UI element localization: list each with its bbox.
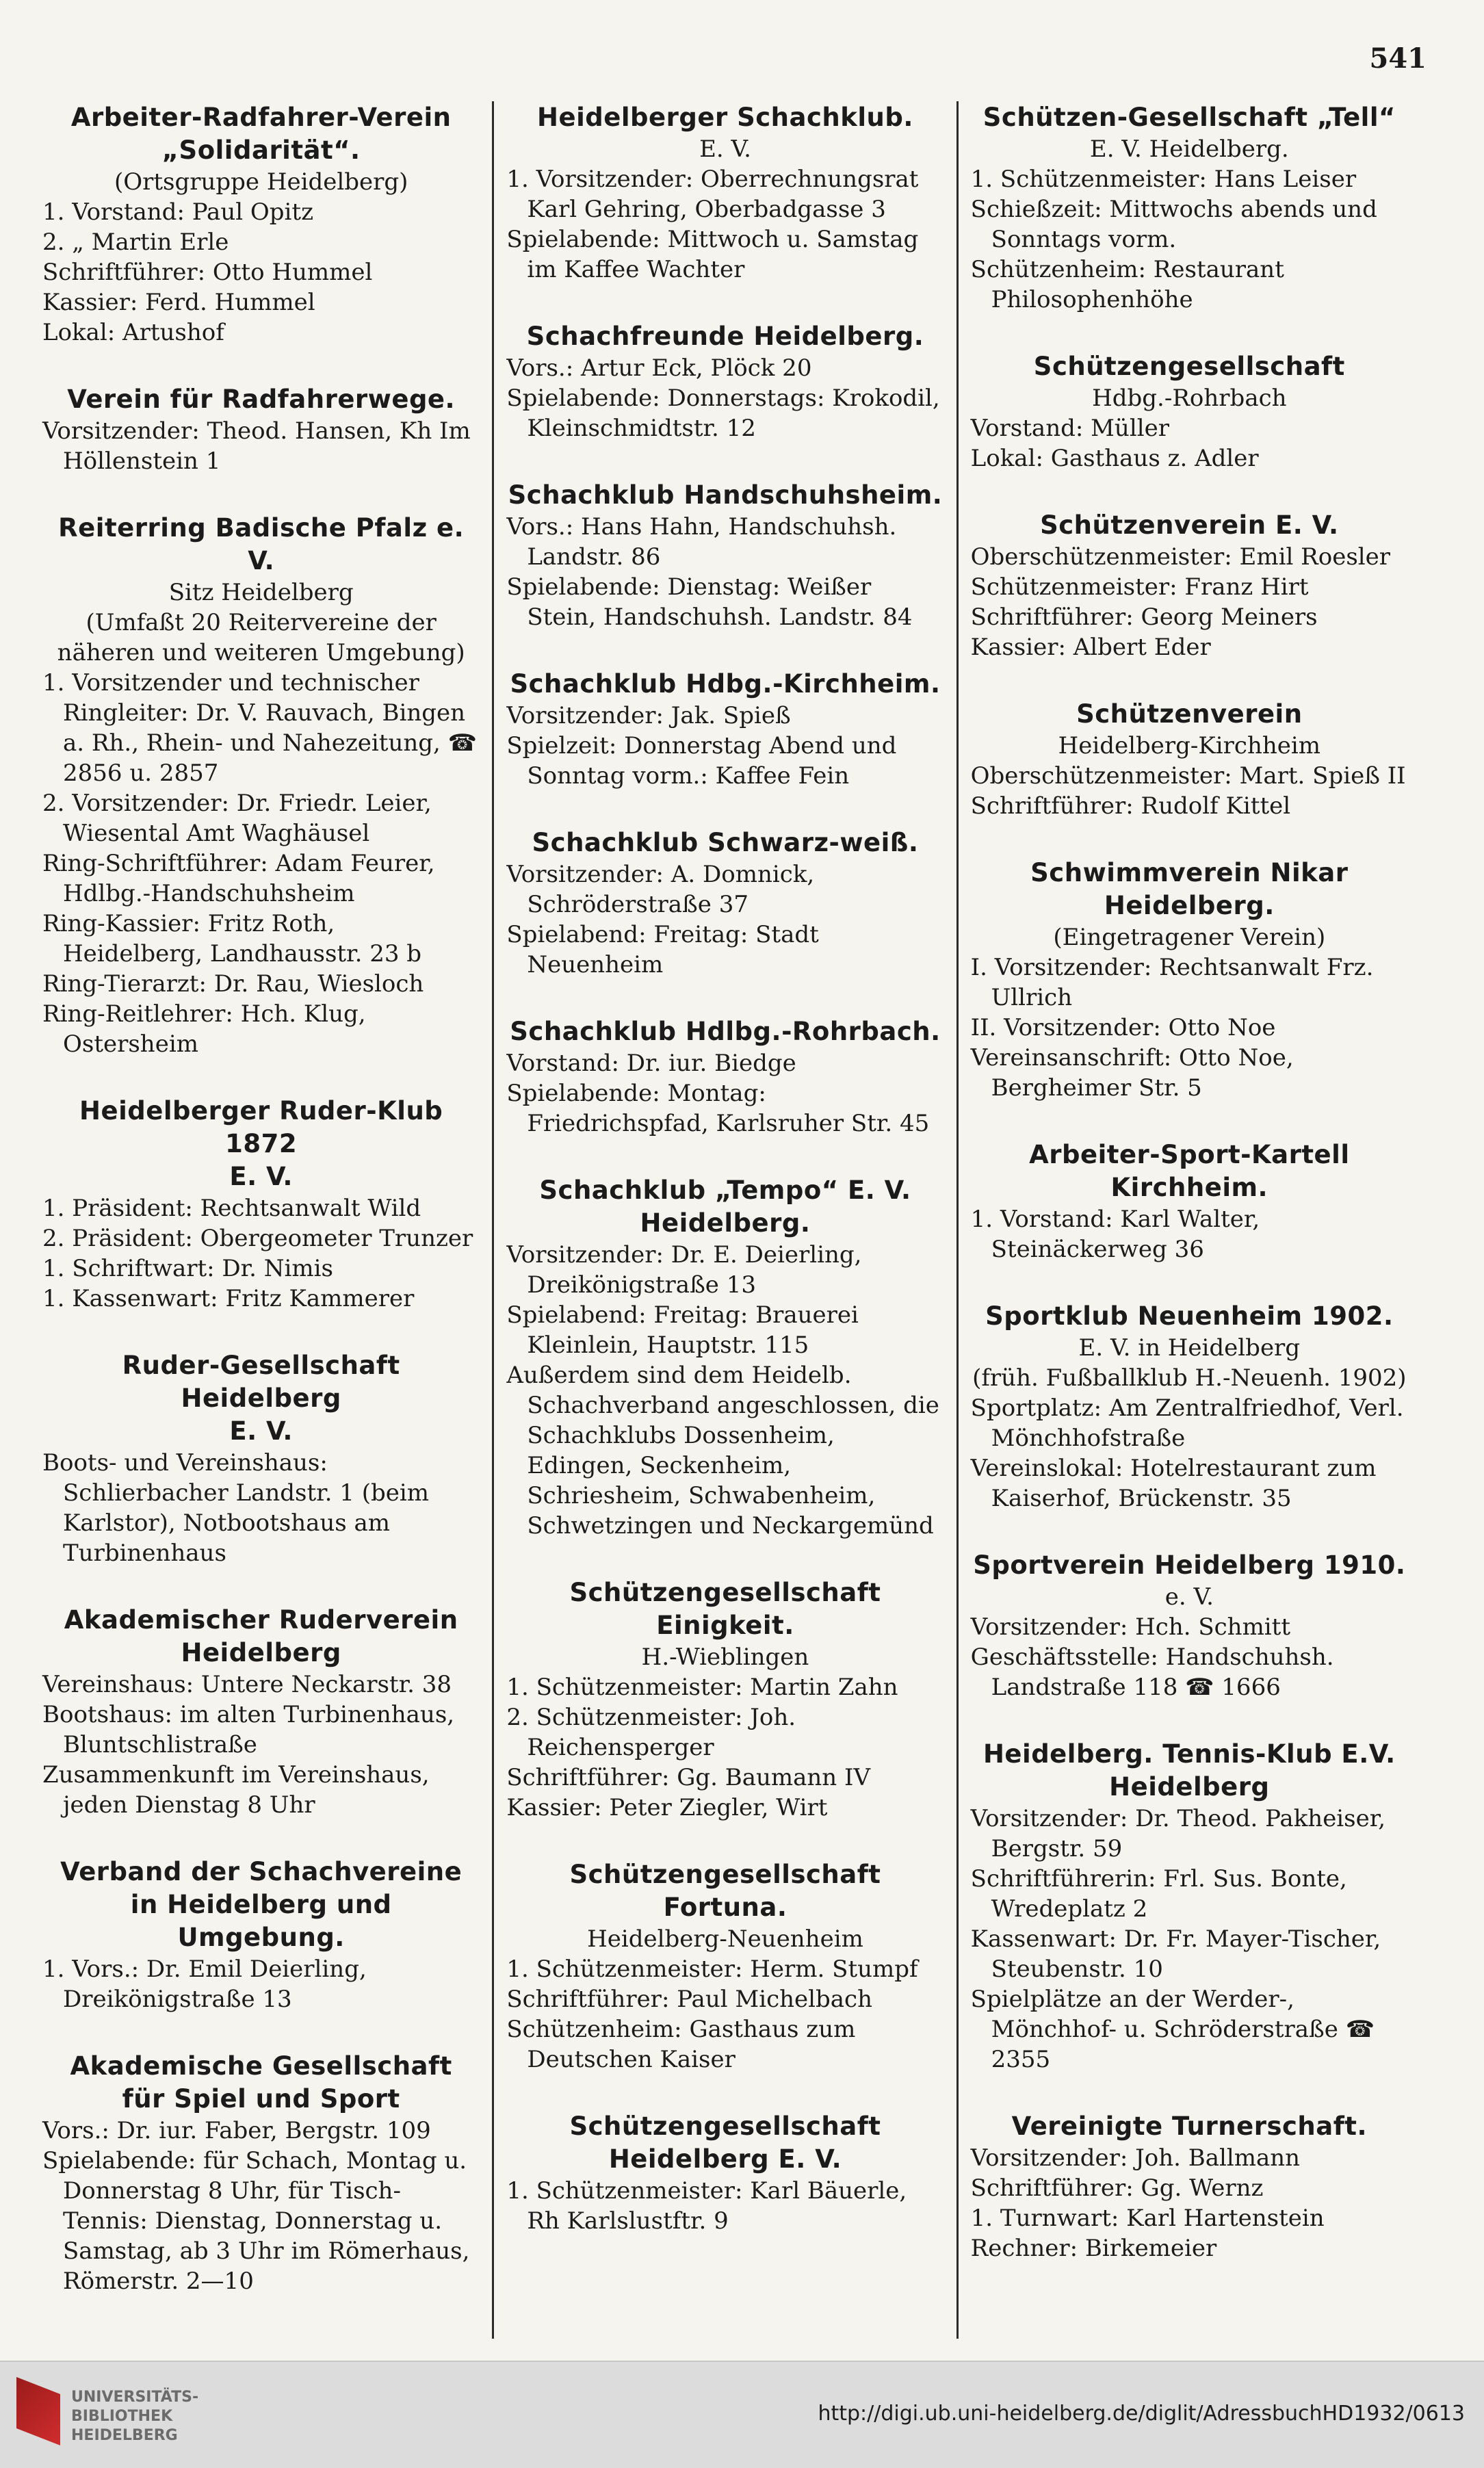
club-subtitle: E. V. Heidelberg. <box>1089 135 1289 163</box>
library-logo-icon <box>16 2377 60 2445</box>
club-entry <box>42 2050 480 2296</box>
entry-line: Geschäftsstelle: Handschuhsh. Landstraße 118 ☎ 1666 <box>970 1644 1334 1701</box>
club-name: Schachklub Hdbg.-Kirchheim. <box>510 669 941 699</box>
entry-line: Schriftführer: Georg Meiners <box>970 603 1318 631</box>
entry-line: I. Vorsitzender: Rechtsanwalt Frz. Ullrich <box>970 954 1374 1011</box>
club-name: Sportverein Heidelberg 1910. <box>973 1550 1406 1580</box>
entry-line: 1. Schützenmeister: Martin Zahn <box>506 1674 898 1701</box>
club-name: Schachklub „Tempo“ E. V. <box>539 1175 911 1205</box>
entry-line: Spielabende: Montag: Friedrichspfad, Karlsruher Str. 45 <box>506 1080 930 1137</box>
entry-line: 1. Vorsitzender: Oberrechnungsrat Karl Gehring, Oberbadgasse 3 <box>506 166 919 223</box>
entry-line: Sportplatz: Am Zentralfriedhof, Verl. Mönchhofstraße <box>970 1394 1404 1452</box>
entry-line: Vorsitzender: Joh. Ballmann <box>970 2144 1301 2172</box>
entry-line: Spielabende: Dienstag: Weißer Stein, Handschuhsh. Landstr. 84 <box>506 573 913 631</box>
entry-line: Schriftführer: Gg. Wernz <box>970 2174 1264 2202</box>
library-logo-text <box>71 2388 198 2445</box>
club-name: für Spiel und Sport <box>122 2084 400 2114</box>
entry-line: 2. Präsident: Obergeometer Trunzer <box>42 1225 473 1252</box>
column-right <box>956 101 1420 2339</box>
entry-line: Schriftführer: Paul Michelbach <box>506 1986 872 2013</box>
entry-line: Spielabende: Donnerstags: Krokodil, Kleinschmidtstr. 12 <box>506 385 940 442</box>
entry-line: 1. Kassenwart: Fritz Kammerer <box>42 1285 415 1312</box>
club-entry <box>506 479 943 632</box>
entry-line: 1. Schützenmeister: Karl Bäuerle, Rh Karlslustftr. 9 <box>506 2177 907 2235</box>
entry-line: 1. Schriftwart: Dr. Nimis <box>42 1255 333 1282</box>
club-name: Verband der Schachvereine <box>60 1857 463 1886</box>
entry-line: Vorsitzender: Dr. Theod. Pakheiser, Bergstr. 59 <box>970 1805 1386 1862</box>
entry-line: 1. Vorstand: Paul Opitz <box>42 198 313 226</box>
entry-line: Bootshaus: im alten Turbinenhaus, Bluntschlistraße <box>42 1701 455 1758</box>
column-left <box>30 101 492 2339</box>
entry-line: Vorsitzender: Theod. Hansen, Kh Im Höllenstein 1 <box>42 417 471 475</box>
column-middle <box>492 101 956 2339</box>
footer-bar <box>0 2361 1484 2468</box>
club-entry <box>42 1604 480 1820</box>
club-entry <box>971 2110 1408 2263</box>
club-subtitle: Hdbg.-Rohrbach <box>1092 385 1287 412</box>
club-entry <box>506 1174 943 1541</box>
club-name: Schützengesellschaft Fortuna. <box>569 1860 881 1922</box>
club-entry <box>506 668 943 791</box>
club-name: Arbeiter-Radfahrer-Verein <box>70 103 452 132</box>
entry-line: 2. Schützenmeister: Joh. Reichensperger <box>506 1704 796 1761</box>
club-name: Heidelberger Ruder-Klub 1872 <box>79 1096 443 1158</box>
club-name: Ruder-Gesellschaft Heidelberg <box>122 1351 400 1413</box>
entry-line: Vorstand: Müller <box>970 415 1169 442</box>
club-entry <box>42 512 480 1059</box>
entry-line: 1. Vors.: Dr. Emil Deierling, Dreikönigstraße 13 <box>42 1956 367 2013</box>
entry-line: Kassier: Ferd. Hummel <box>42 289 315 316</box>
entry-line: Ring-Reitlehrer: Hch. Klug, Ostersheim <box>42 1000 366 1058</box>
club-name: Schachklub Schwarz-weiß. <box>532 828 919 857</box>
entry-line: Vors.: Dr. iur. Faber, Bergstr. 109 <box>42 2117 431 2144</box>
club-entry <box>971 350 1408 473</box>
club-entry <box>971 698 1408 821</box>
club-entry <box>42 1095 480 1314</box>
club-entry <box>42 1349 480 1568</box>
club-name: Schwimmverein Nikar <box>1030 858 1349 887</box>
club-name: Schützenverein <box>1076 699 1303 729</box>
entry-line: Vorsitzender: A. Domnick, Schröderstraße 37 <box>506 861 815 918</box>
club-entry <box>971 509 1408 662</box>
club-entry <box>506 101 943 285</box>
club-entry <box>506 2110 943 2236</box>
entry-line: Rechner: Birkemeier <box>970 2235 1217 2262</box>
club-name: Sportklub Neuenheim 1902. <box>985 1301 1394 1331</box>
entry-line: Schriftführer: Otto Hummel <box>42 259 373 286</box>
club-subtitle: Heidelberg-Neuenheim <box>587 1925 863 1953</box>
logo-line: UNIVERSITÄTS- <box>71 2389 199 2406</box>
entry-line: Vereinslokal: Hotelrestaurant zum Kaiserhof, Brückenstr. 35 <box>970 1455 1377 1512</box>
club-entry <box>971 1300 1408 1514</box>
entry-line: II. Vorsitzender: Otto Noe <box>970 1014 1276 1041</box>
entry-line: Vorstand: Dr. iur. Biedge <box>506 1050 796 1077</box>
club-subtitle: (früh. Fußballklub H.-Neuenh. 1902) <box>972 1364 1407 1392</box>
entry-line: 1. Turnwart: Karl Hartenstein <box>970 2205 1325 2232</box>
logo-line: HEIDELBERG <box>71 2427 178 2444</box>
entry-line: Ring-Schriftführer: Adam Feurer, Hdlbg.-Handschuhsheim <box>42 850 435 907</box>
club-name: Verein für Radfahrerwege. <box>67 385 456 414</box>
entry-line: 2. Vorsitzender: Dr. Friedr. Leier, Wiesental Amt Waghäusel <box>42 790 432 847</box>
entry-line: 1. Präsident: Rechtsanwalt Wild <box>42 1195 421 1222</box>
club-name: Heidelberg. Tennis-Klub E.V. <box>982 1739 1396 1769</box>
club-entry <box>971 101 1408 315</box>
club-name: Akademische Gesellschaft <box>70 2051 452 2081</box>
club-entry <box>42 101 480 348</box>
club-name: Schützengesellschaft Heidelberg E. V. <box>569 2112 881 2174</box>
club-subtitle: (Eingetragener Verein) <box>1053 924 1326 951</box>
entry-line: Schützenmeister: Franz Hirt <box>970 573 1309 601</box>
entry-line: Boots- und Vereinshaus: Schlierbacher Landstr. 1 (beim Karlstor), Notbootshaus am Turbinenhaus <box>42 1449 429 1567</box>
club-subtitle: (Ortsgruppe Heidelberg) <box>114 168 408 196</box>
club-subtitle: Heidelberg-Kirchheim <box>1058 732 1321 759</box>
entry-line: Vorsitzender: Dr. E. Deierling, Dreikönigstraße 13 <box>506 1241 862 1299</box>
club-name: Arbeiter-Sport-Kartell <box>1029 1140 1350 1169</box>
club-name: Kirchheim. <box>1110 1173 1268 1202</box>
entry-line: 1. Schützenmeister: Hans Leiser <box>970 166 1357 193</box>
entry-line: Ring-Kassier: Fritz Roth, Heidelberg, Landhausstr. 23 b <box>42 910 422 967</box>
entry-line: Spielabende: Mittwoch u. Samstag im Kaffee Wachter <box>506 226 919 283</box>
entry-line: Lokal: Artushof <box>42 319 224 346</box>
club-entry <box>971 1139 1408 1264</box>
entry-line: Schriftführer: Rudolf Kittel <box>970 792 1291 820</box>
entry-line: Lokal: Gasthaus z. Adler <box>970 445 1259 472</box>
club-name: Schützengesellschaft Einigkeit. <box>569 1578 881 1640</box>
entry-line: 2. „ Martin Erle <box>42 229 229 256</box>
club-entry <box>506 1576 943 1823</box>
entry-line: Außerdem sind dem Heidelb. Schachverband angeschlossen, die Schachklubs Dossenheim, Edingen, Seckenheim, Schriesheim, Schwabenheim, Schwetzingen und Neckargemünd <box>506 1362 939 1540</box>
club-entry <box>971 1549 1408 1702</box>
club-name: E. V. <box>229 1162 293 1191</box>
club-name: Reiterring Badische Pfalz e. V. <box>58 513 465 575</box>
club-name: „Solidarität“. <box>161 135 361 165</box>
club-entry <box>971 1738 1408 2075</box>
club-name: Schützenverein E. V. <box>1040 510 1339 540</box>
club-name: in Heidelberg und Umgebung. <box>130 1890 392 1952</box>
entry-line: Spielzeit: Donnerstag Abend und Sonntag vorm.: Kaffee Fein <box>506 732 897 790</box>
entry-line: Schriftführer: Gg. Baumann IV <box>506 1764 870 1791</box>
club-name: Vereinigte Turnerschaft. <box>1011 2112 1368 2141</box>
entry-line: Vors.: Hans Hahn, Handschuhsh. Landstr. 86 <box>506 513 897 571</box>
club-entry <box>506 1858 943 2075</box>
club-name: Schachklub Hdlbg.-Rohrbach. <box>510 1017 941 1046</box>
club-name: Heidelberger Schachklub. <box>537 103 913 132</box>
entry-line: Schriftführerin: Frl. Sus. Bonte, Wredeplatz 2 <box>970 1865 1347 1923</box>
club-name: Heidelberg <box>1109 1772 1270 1802</box>
entry-line: Zusammenkunft im Vereinshaus, jeden Dienstag 8 Uhr <box>42 1761 430 1819</box>
entry-line: Spielplätze an der Werder-, Mönchhof- u. Schröderstraße ☎ 2355 <box>970 1986 1375 2073</box>
club-subtitle: E. V. <box>699 135 751 163</box>
entry-line: Vereinsanschrift: Otto Noe, Bergheimer Str. 5 <box>970 1044 1294 1102</box>
entry-line: Schützenheim: Restaurant Philosophenhöhe <box>970 256 1284 313</box>
club-entry <box>42 383 480 476</box>
entry-line: Ring-Tierarzt: Dr. Rau, Wiesloch <box>42 970 424 998</box>
club-name: Schützen-Gesellschaft „Tell“ <box>982 103 1396 132</box>
club-subtitle: e. V. <box>1164 1583 1214 1611</box>
entry-line: Vors.: Artur Eck, Plöck 20 <box>506 354 812 382</box>
entry-line: 1. Vorsitzender und technischer Ringleiter: Dr. V. Rauvach, Bingen a. Rh., Rhein- und Nahezeitung, ☎ 2856 u. 2857 <box>42 669 477 787</box>
club-subtitle: H.-Wieblingen <box>641 1644 809 1671</box>
club-entry <box>506 827 943 980</box>
entry-line: Oberschützenmeister: Mart. Spieß II <box>970 762 1406 790</box>
club-entry <box>506 320 943 443</box>
club-name: Schützengesellschaft <box>1033 352 1345 381</box>
entry-line: Kassier: Peter Ziegler, Wirt <box>506 1794 828 1821</box>
directory-columns <box>30 101 1420 2339</box>
club-name: Schachklub Handschuhsheim. <box>508 480 943 510</box>
entry-line: Spielabend: Freitag: Brauerei Kleinlein, Hauptstr. 115 <box>506 1301 859 1359</box>
logo-line: BIBLIOTHEK <box>71 2408 173 2425</box>
club-name: Schachfreunde Heidelberg. <box>526 322 924 351</box>
entry-line: Vorsitzender: Jak. Spieß <box>506 702 791 729</box>
entry-line: Kassenwart: Dr. Fr. Mayer-Tischer, Steubenstr. 10 <box>970 1925 1381 1983</box>
entry-line: Vereinshaus: Untere Neckarstr. 38 <box>42 1671 452 1698</box>
entry-line: 1. Schützenmeister: Herm. Stumpf <box>506 1956 918 1983</box>
club-name: Heidelberg <box>181 1638 341 1667</box>
club-subtitle: E. V. in Heidelberg <box>1078 1334 1301 1362</box>
club-entry <box>971 857 1408 1103</box>
entry-line: 1. Vorstand: Karl Walter, Steinäckerweg 36 <box>970 1206 1260 1263</box>
entry-line: Vorsitzender: Hch. Schmitt <box>970 1613 1291 1641</box>
club-name: Akademischer Ruderverein <box>64 1605 458 1635</box>
entry-line: Schützenheim: Gasthaus zum Deutschen Kaiser <box>506 2016 856 2073</box>
source-url-link[interactable]: http://digi.ub.uni-heidelberg.de/diglit/AdressbuchHD1932/0613 <box>818 2402 1465 2426</box>
page-number: 541 <box>1369 42 1427 75</box>
club-entry <box>506 1015 943 1139</box>
entry-line: Spielabende: für Schach, Montag u. Donnerstag 8 Uhr, für Tisch-Tennis: Dienstag, Donnerstag u. Samstag, ab 3 Uhr im Römerhaus, Römerstr. 2—10 <box>42 2147 470 2295</box>
club-name: E. V. <box>229 1416 293 1446</box>
club-name: Heidelberg. <box>640 1208 811 1238</box>
club-subtitle: (Umfaßt 20 Reitervereine der näheren und weiteren Umgebung) <box>57 609 465 666</box>
entry-line: Oberschützenmeister: Emil Roesler <box>970 543 1391 571</box>
club-name: Heidelberg. <box>1104 891 1275 920</box>
entry-line: Kassier: Albert Eder <box>970 634 1211 661</box>
club-subtitle: Sitz Heidelberg <box>168 579 354 606</box>
entry-line: Spielabend: Freitag: Stadt Neuenheim <box>506 921 819 978</box>
entry-line: Schießzeit: Mittwochs abends und Sonntags vorm. <box>970 196 1377 253</box>
club-entry <box>42 1856 480 2014</box>
